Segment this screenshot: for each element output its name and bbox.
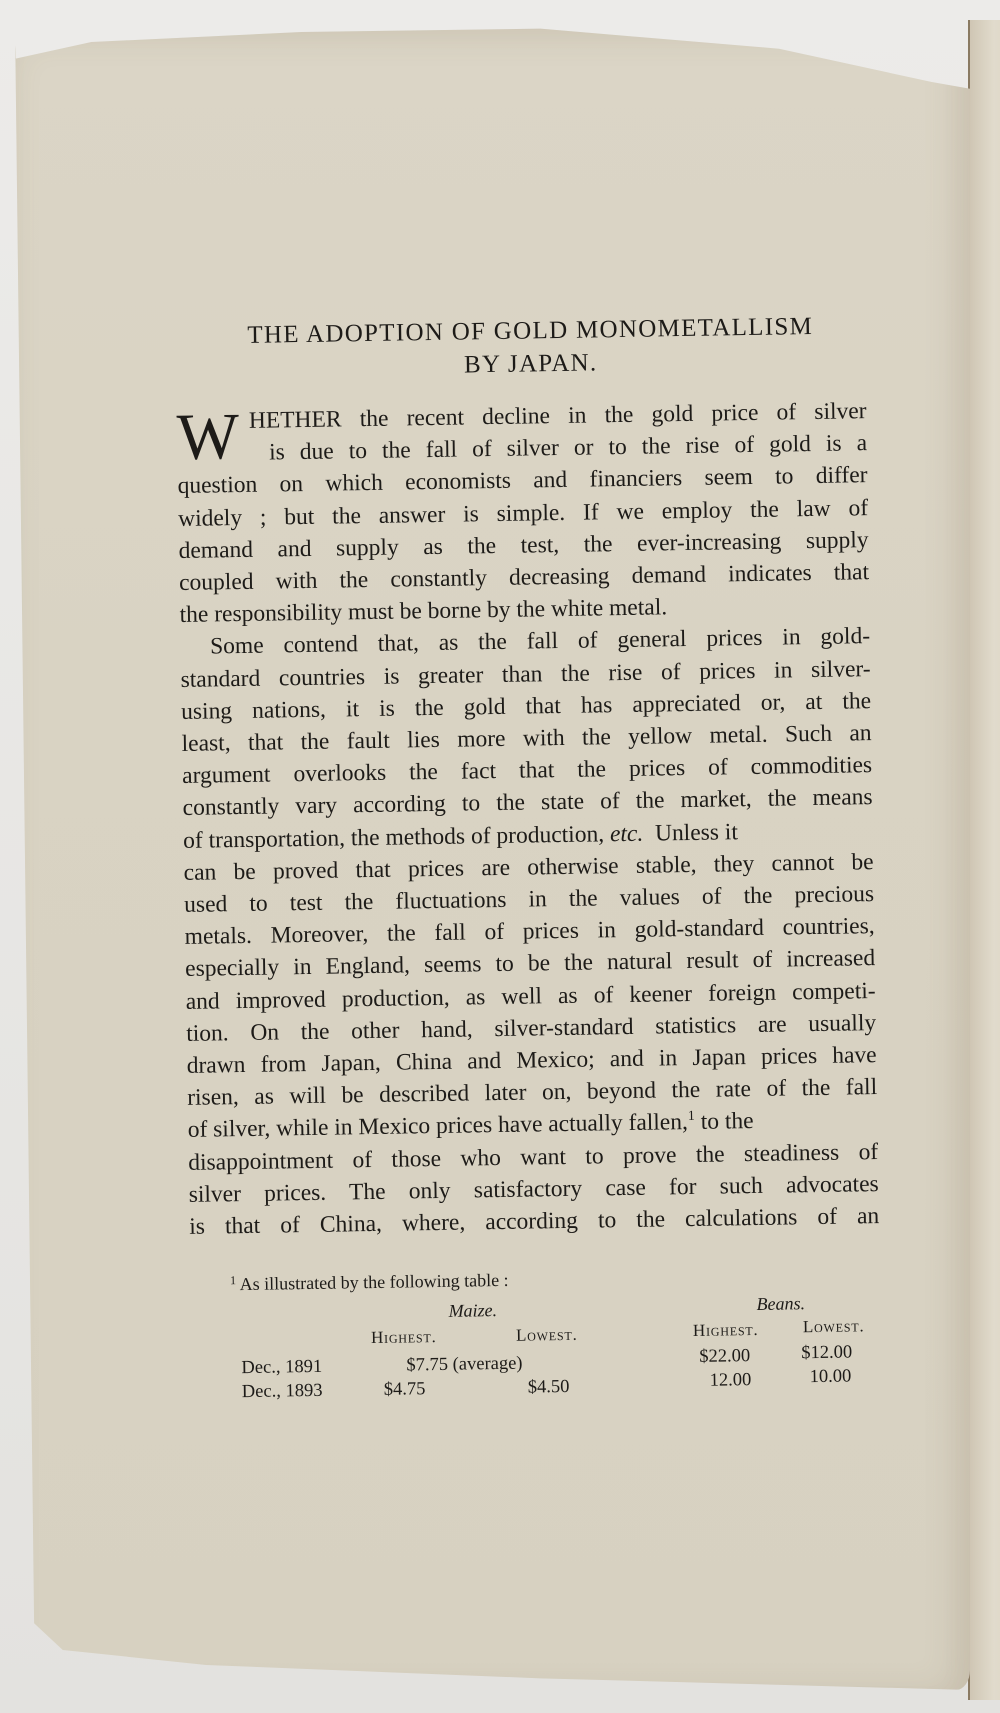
text-segment: of silver, while in Mexico prices have actually fallen, xyxy=(187,1109,689,1144)
table-header-beans-lowest: Lowest. xyxy=(802,1316,865,1337)
text-line: can be proved that prices are otherwise stable, they cannot be xyxy=(183,848,874,886)
paragraph-2 xyxy=(180,621,880,1244)
text-line: risen, as will be described later on, beyond the rate of the fall xyxy=(187,1074,878,1112)
table-cell-beans-lowest: 10.00 xyxy=(809,1366,852,1388)
text-line: coupled with the constantly decreasing demand indicates that xyxy=(178,559,870,596)
text-line: HETHER the recent decline in the gold price of silver xyxy=(248,398,867,434)
italic-etc: etc. xyxy=(609,820,644,847)
text-line: used to test the fluctuations in the values of the precious xyxy=(183,881,875,918)
text-line: especially in England, seems to be the natural result of increased xyxy=(184,945,876,983)
text-line: disappointment of those who want to prove the steadiness of xyxy=(188,1138,879,1176)
table-cell-date: Dec., 1891 xyxy=(241,1357,323,1379)
footnote-marker: 1 xyxy=(229,1273,237,1288)
text-line: the responsibility must be borne by the white metal. xyxy=(179,594,668,629)
text-line: drawn from Japan, China and Mexico; and in Japan prices have xyxy=(186,1042,877,1079)
text-line: demand and supply as the test, the ever-increasing supply xyxy=(178,526,869,564)
table-cell-date: Dec., 1893 xyxy=(241,1381,323,1403)
text-line: silver prices. The only satisfactory case for such advocates xyxy=(188,1170,879,1208)
paragraph-1 xyxy=(176,395,869,631)
table-group-maize: Maize. xyxy=(448,1300,498,1322)
text-line: is due to the fall of silver or to the rise of gold is a xyxy=(268,430,868,466)
page-content xyxy=(175,309,882,1425)
text-line: widely ; but the answer is simple. If we employ the law of xyxy=(177,494,869,532)
table-header-beans-highest: Highest. xyxy=(692,1320,759,1341)
table-header-maize-highest: Highest. xyxy=(370,1327,437,1348)
text-segment: to the xyxy=(694,1108,754,1136)
footnote-intro xyxy=(230,1270,509,1295)
table-header-maize-lowest: Lowest. xyxy=(515,1325,578,1346)
text-line: constantly vary according to the state of the market, the means xyxy=(182,784,873,822)
text-line: argument overlooks the fact that the prices of commodities xyxy=(181,752,873,790)
text-segment: of transportation, the methods of production, xyxy=(182,820,605,854)
text-line: Some contend that, as the fall of general prices in gold- xyxy=(209,623,871,660)
table-cell-maize-average: $7.75 (average) xyxy=(406,1353,523,1376)
drop-cap: W xyxy=(176,400,240,474)
footnote-reference[interactable]: 1 xyxy=(687,1109,695,1125)
text-segment: Unless it xyxy=(643,818,739,847)
text-line: is that of China, where, according to the calculations of an xyxy=(189,1203,880,1240)
text-line: metals. Moreover, the fall of prices in gold-standard countries, xyxy=(184,913,875,951)
text-line: tion. On the other hand, silver-standard statistics are usually xyxy=(186,1009,877,1047)
table-cell-beans-lowest: $12.00 xyxy=(801,1342,853,1364)
text-line: least, that the fault lies more with the yellow metal. Such an xyxy=(181,720,872,757)
text-line: and improved production, as well as of keener foreign competi- xyxy=(185,977,876,1015)
footnote-text: As illustrated by the following table : xyxy=(239,1270,509,1295)
table-cell-maize-highest: $4.75 xyxy=(383,1379,426,1401)
table-group-beans: Beans. xyxy=(756,1293,806,1315)
text-line: question on which economists and financiers seem to differ xyxy=(177,462,868,500)
table-cell-maize-lowest: $4.50 xyxy=(527,1377,570,1398)
table-cell-beans-highest: 12.00 xyxy=(709,1370,752,1392)
article-body xyxy=(176,395,879,1243)
adjacent-page-edge xyxy=(968,20,1000,1700)
title-line-2: BY JAPAN. xyxy=(463,349,598,379)
text-line: standard countries is greater than the rise of prices in silver- xyxy=(180,655,871,693)
footnote xyxy=(190,1264,882,1425)
text-line: using nations, it is the gold that has appreciated or, at the xyxy=(180,687,872,725)
title-line-1: THE ADOPTION OF GOLD MONOMETALLISM xyxy=(247,312,814,349)
table-cell-beans-highest: $22.00 xyxy=(699,1346,751,1368)
article-title xyxy=(195,309,866,386)
